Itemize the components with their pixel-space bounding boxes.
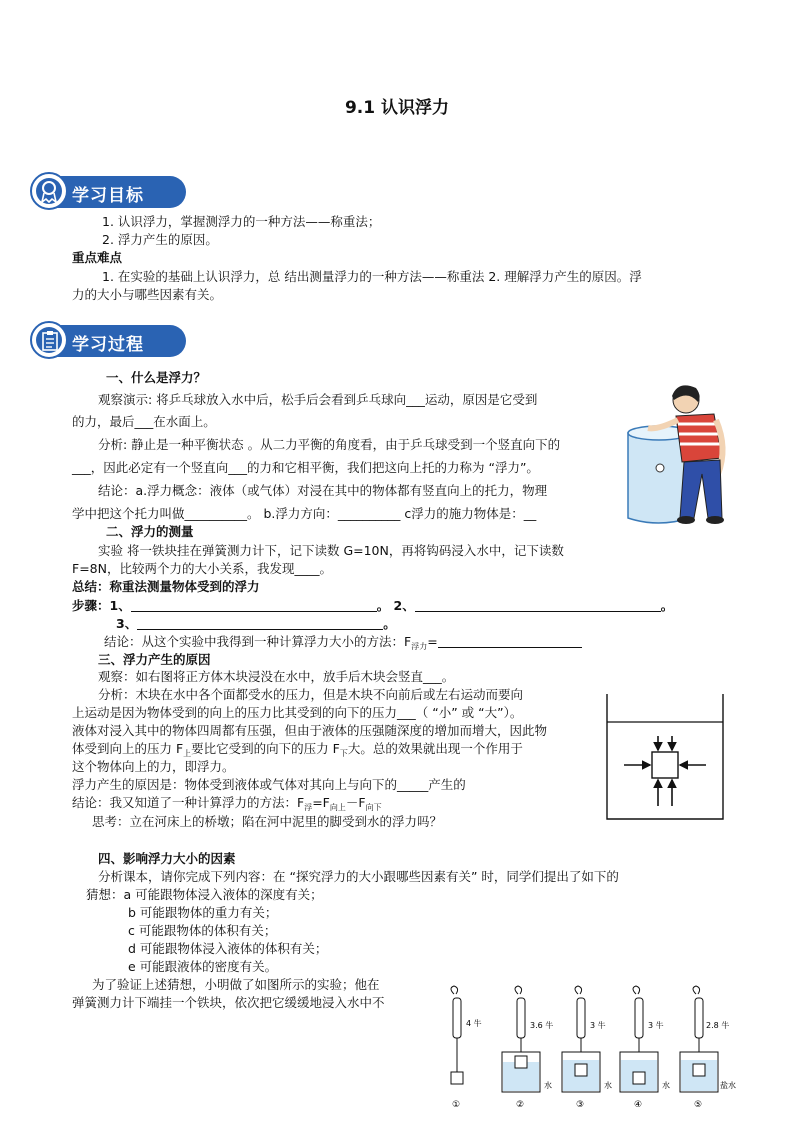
- s4-line-2: 为了验证上述猜想，小明做了如图所示的实验；他在: [92, 977, 380, 992]
- banner-learning-process: [30, 321, 186, 361]
- s1-line-3: 分析: 静止是一种平衡状态 。从二力平衡的角度看，由于乒乓球受到一个竖直向下的: [98, 437, 561, 452]
- s1-line-2: 的力，最后___在水面上。: [72, 414, 216, 429]
- s3-think: 思考：立在河床上的桥墩；陷在河中泥里的脚受到水的浮力吗？: [92, 814, 443, 829]
- award-icon: [41, 181, 57, 203]
- reading-3: 3 牛: [590, 1021, 606, 1030]
- label-1: ①: [452, 1100, 461, 1110]
- setup-5: [680, 986, 736, 1110]
- step-3-blank: [137, 617, 383, 630]
- s2-line-2: F=8N，比较两个力的大小关系，我发现____。: [72, 561, 332, 576]
- banner-label: 学习目标: [72, 186, 144, 206]
- guess-e: e 可能跟液体的密度有关。: [128, 959, 278, 974]
- s2-line-1: 实验 将一铁块挂在弹簧测力计下，记下读数 G=10N，再将钩码浸入水中，记下读数: [98, 543, 564, 558]
- banner-learning-goals: [30, 172, 186, 212]
- key-heading: 重点难点: [72, 250, 123, 265]
- banner-label: 学习过程: [72, 335, 144, 355]
- s3-line-2: 分析：木块在水中各个面都受水的压力，但是木块不向前后或左右运动而要向: [98, 687, 524, 702]
- reading-2: 3.6 牛: [530, 1021, 554, 1030]
- steps-label: 步骤：1、: [72, 598, 131, 613]
- setup-2: [502, 986, 553, 1110]
- guess-b: b 可能跟物体的重力有关；: [128, 905, 278, 920]
- setup-3: [562, 986, 612, 1110]
- section-4-heading: 四、影响浮力大小的因素: [98, 851, 236, 866]
- section-2-heading: 二、浮力的测量: [106, 524, 194, 539]
- s3-line-4: 液体对浸入其中的物体四周都有压强，但由于液体的压强随深度的增加而增大，因此物: [72, 723, 548, 738]
- setup-4: [620, 986, 670, 1110]
- label-2: ②: [516, 1100, 525, 1110]
- s3-line-8: 结论：我又知道了一种计算浮力的方法：$F_浮=F_{向上}-F_{向下}$: [72, 795, 382, 812]
- cube-pressure-diagram: [606, 694, 724, 820]
- liquid-5: 盐水: [720, 1081, 736, 1090]
- liquid-3: 水: [604, 1081, 612, 1090]
- objective-2: 2. 浮力产生的原因。: [102, 232, 218, 247]
- section-3-heading: 三、浮力产生的原因: [98, 652, 211, 667]
- s3-line-3: 上运动是因为物体受到的向上的压力比其受到的向下的压力___（ “小” 或 “大”）。: [72, 705, 523, 720]
- guess-d: d 可能跟物体浸入液体的体积有关；: [128, 941, 328, 956]
- page-title: 9.1 认识浮力: [344, 98, 450, 118]
- section-1-heading: 一、什么是浮力？: [106, 370, 207, 385]
- liquid-2: 水: [544, 1081, 552, 1090]
- label-3: ③: [576, 1100, 585, 1110]
- setup-1: [451, 986, 482, 1110]
- s2-summary: 总结：称重法测量物体受到的浮力: [72, 579, 260, 594]
- key-line-2: 力的大小与哪些因素有关。: [72, 287, 223, 302]
- s4-line-3: 弹簧测力计下端挂一个铁块，依次把它缓缓地浸入水中不: [72, 995, 385, 1010]
- step-2-label: 。 2、: [376, 598, 415, 613]
- reading-1: 4 牛: [466, 1019, 482, 1028]
- step-1-blank: [131, 599, 377, 612]
- reading-4: 3 牛: [648, 1021, 664, 1030]
- s3-line-1: 观察：如右图将正方体木块浸没在水中，放手后木块会竖直___。: [98, 669, 455, 684]
- key-line-1: 1. 在实验的基础上认识浮力，总 结出测量浮力的一种方法——称重法 2. 理解浮力产生的原因。浮: [102, 269, 642, 284]
- s4-line-1: 分析课本，请你完成下列内容：在 “探究浮力的大小跟哪些因素有关” 时，同学们提出了如下的: [98, 869, 619, 884]
- guess-a: 猜想：a 可能跟物体浸入液体的深度有关；: [86, 887, 323, 902]
- spring-scale-experiment-figure: [440, 984, 740, 1112]
- formula-blank: [438, 635, 582, 648]
- boy-with-tank-illustration: [618, 378, 748, 528]
- s1-line-4: ___，因此必定有一个竖直向___的力和它相平衡，我们把这向上托的力称为 “浮力”。: [72, 460, 539, 475]
- objective-1: 1. 认识浮力，掌握测浮力的一种方法——称重法；: [102, 214, 381, 229]
- step-2-end: 。: [660, 598, 674, 613]
- s3-line-7: 浮力产生的原因是：物体受到液体或气体对其向上与向下的_____产生的: [72, 777, 466, 792]
- s2-conclusion: 结论：从这个实验中我得到一种计算浮力大小的方法：$F_{浮力}=$: [104, 634, 582, 655]
- label-5: ⑤: [694, 1100, 703, 1110]
- s1-line-1: 观察演示: 将乒乓球放入水中后，松手后会看到乒乓球向___运动，原因是它受到: [98, 392, 538, 407]
- guess-c: c 可能跟物体的体积有关；: [128, 923, 277, 938]
- label-4: ④: [634, 1100, 643, 1110]
- s3-line-5: 体受到向上的压力 $F_上$要比它受到的向下的压力 $F_下$大。总的效果就出现一个作用于: [72, 741, 523, 758]
- s1-line-5: 结论：a.浮力概念：液体（或气体）对浸在其中的物体都有竖直向上的托力，物理: [98, 483, 548, 498]
- step-3-end: 。: [383, 616, 396, 631]
- reading-5: 2.8 牛: [706, 1021, 730, 1030]
- s1-line-6: 学中把这个托力叫做__________。 b.浮力方向：__________ c浮力的施力物体是：__: [72, 506, 537, 521]
- liquid-4: 水: [662, 1081, 670, 1090]
- clipboard-icon: [42, 331, 58, 351]
- step-2-blank: [415, 599, 661, 612]
- step-3-label: 3、: [116, 616, 138, 631]
- s3-line-6: 这个物体向上的力，即浮力。: [72, 759, 235, 774]
